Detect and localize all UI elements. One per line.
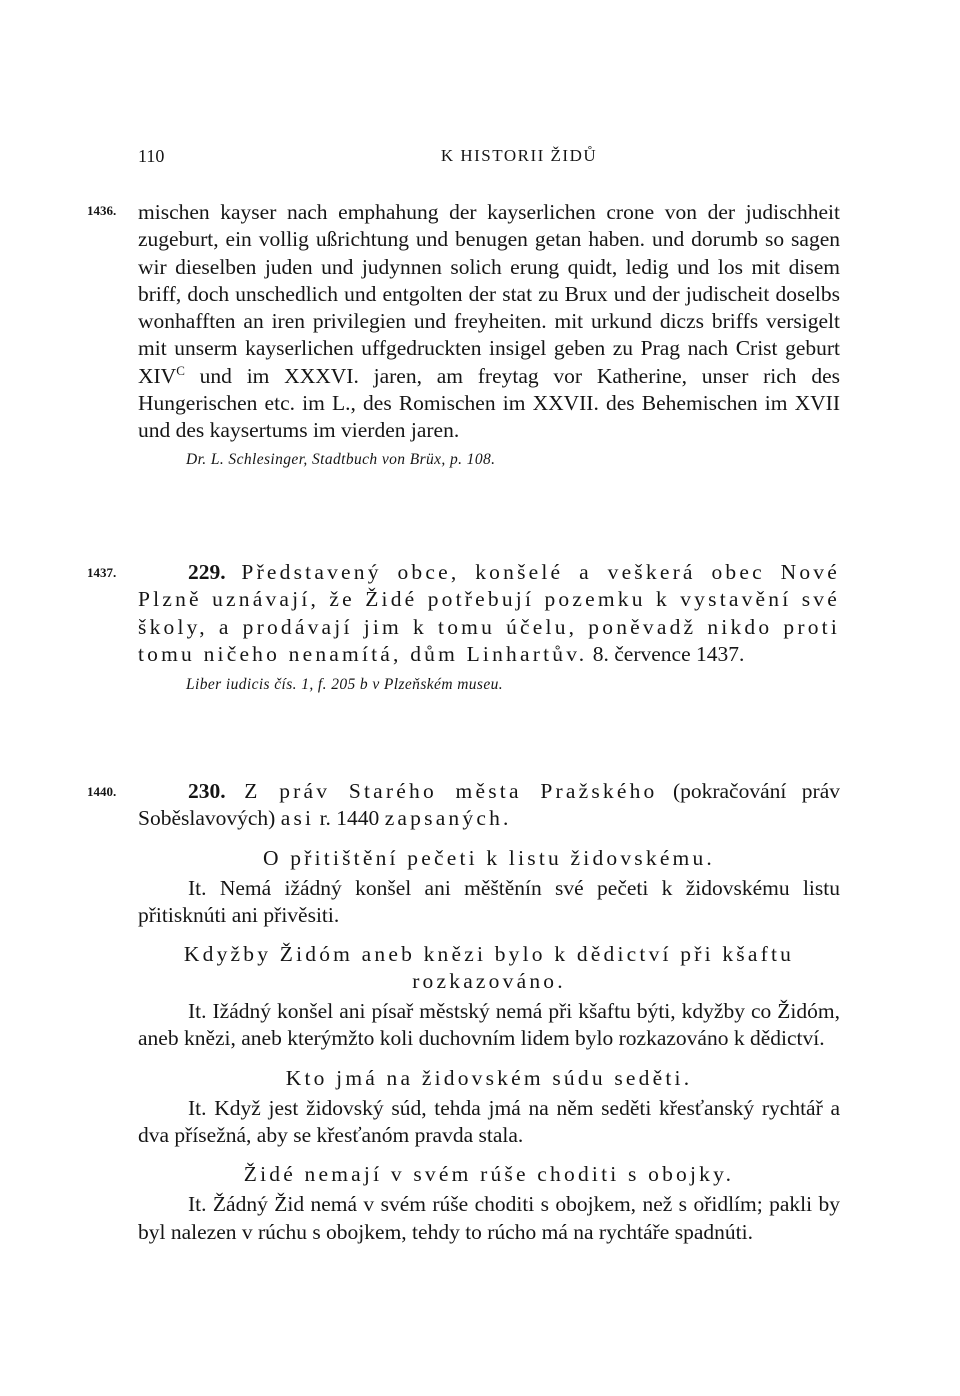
title-plain: (pokračování práv Soběslavových) xyxy=(138,779,841,831)
source-citation: Liber iudicis čís. 1, f. 205 b v Plzeňském museu. xyxy=(186,676,504,694)
page-header xyxy=(138,146,840,170)
section xyxy=(138,1065,840,1150)
section-heading: Židé nemají v svém rúše choditi s obojky. xyxy=(243,1162,735,1187)
section xyxy=(138,941,840,1053)
section-text: It. Ižádný konšel ani písař městský nemá při kšaftu býti, kdyžby co Židóm, aneb knězi, aneb kterýmžto koli duchovním lidem bylo rozkazováno k dědictví. xyxy=(138,999,840,1051)
entry-number: 229. xyxy=(188,560,226,584)
entry-230 xyxy=(87,778,841,1246)
title-plain: r. 1440 xyxy=(314,806,385,831)
page-number: 110 xyxy=(138,146,165,166)
margin-year: 1436. xyxy=(87,203,117,218)
entry-229 xyxy=(87,559,840,694)
entry-title xyxy=(138,778,840,833)
section-heading: O přitištění pečeti k listu židovskému. xyxy=(262,845,716,870)
text-plain: 8. července 1437. xyxy=(587,641,745,666)
text-part: und im XXXVI. jaren, am freytag vor Katherine, unser rich des Hungerischen etc. im L., des Romischen im XXVII. des Behemischen im XVII und des kaysertums im vierden jaren. xyxy=(138,363,840,443)
entry-text xyxy=(138,559,840,668)
source-citation: Dr. L. Schlesinger, Stadtbuch von Brüx, p. 108. xyxy=(186,450,496,468)
margin-year: 1437. xyxy=(87,565,117,580)
entry-1436 xyxy=(87,199,840,469)
section-heading: Kdyžby Židóm aneb knězi bylo k dědictví při kšaftu rozkazováno. xyxy=(183,942,795,994)
section-text: It. Nemá ižádný konšel ani měštěnín své pečeti k židovskému listu přitisknúti ani přivěsiti. xyxy=(138,875,840,927)
entry-number: 230. xyxy=(188,779,226,803)
title-spaced: Z práv Starého města Pražského xyxy=(225,779,658,803)
entry-text xyxy=(138,199,840,445)
section-heading: Kto jmá na židovském súdu seděti. xyxy=(285,1065,693,1090)
title-spaced: zapsaných. xyxy=(384,806,512,831)
superscript: C xyxy=(176,362,185,378)
text-part: mischen kayser nach emphahung der kayserlichen crone von der judischheit zugeburt, ein vollig ußrichtung und benugen getan haben. und dorumb so sagen wir dieselben juden und judynnen solich erung quidt, ledig und los mit disem briff, doch unschedlich und entgolten der stat zu Brux und der judischeit doselbs wonhafften an iren privilegien und freyheiten. mit urkund diczs briffs versigelt mit unserm kayserlichen uffgedruckten insigel geben zu Prag nach Crist geburt XIV xyxy=(138,200,840,388)
text-spaced: Představený obce, konšelé a veškerá obec Nové Plzně uznávají, že Židé potřebují pozemku k vystavění své školy, a prodávají jim k tomu účelu, poněvadž nikdo proti tomu ničeho nenamítá, dům Linhartův. xyxy=(138,560,840,666)
title-spaced: asi xyxy=(280,806,315,831)
section xyxy=(138,1161,840,1246)
section-text: It. Žádný Žid nemá v svém rúše choditi s obojkem, než s ořidlím; pakli by byl nalezen v rúchu s obojkem, tehdy to rúcho má na rychtáře spadnúti. xyxy=(138,1192,840,1244)
running-title: K HISTORII ŽIDŮ xyxy=(440,146,598,165)
margin-year: 1440. xyxy=(87,784,117,799)
section-text: It. Když jest židovský súd, tehda jmá na něm seděti křesťanský rychtář a dva přísežná, aby se křesťanóm pravda stala. xyxy=(138,1095,840,1148)
section xyxy=(138,845,840,930)
